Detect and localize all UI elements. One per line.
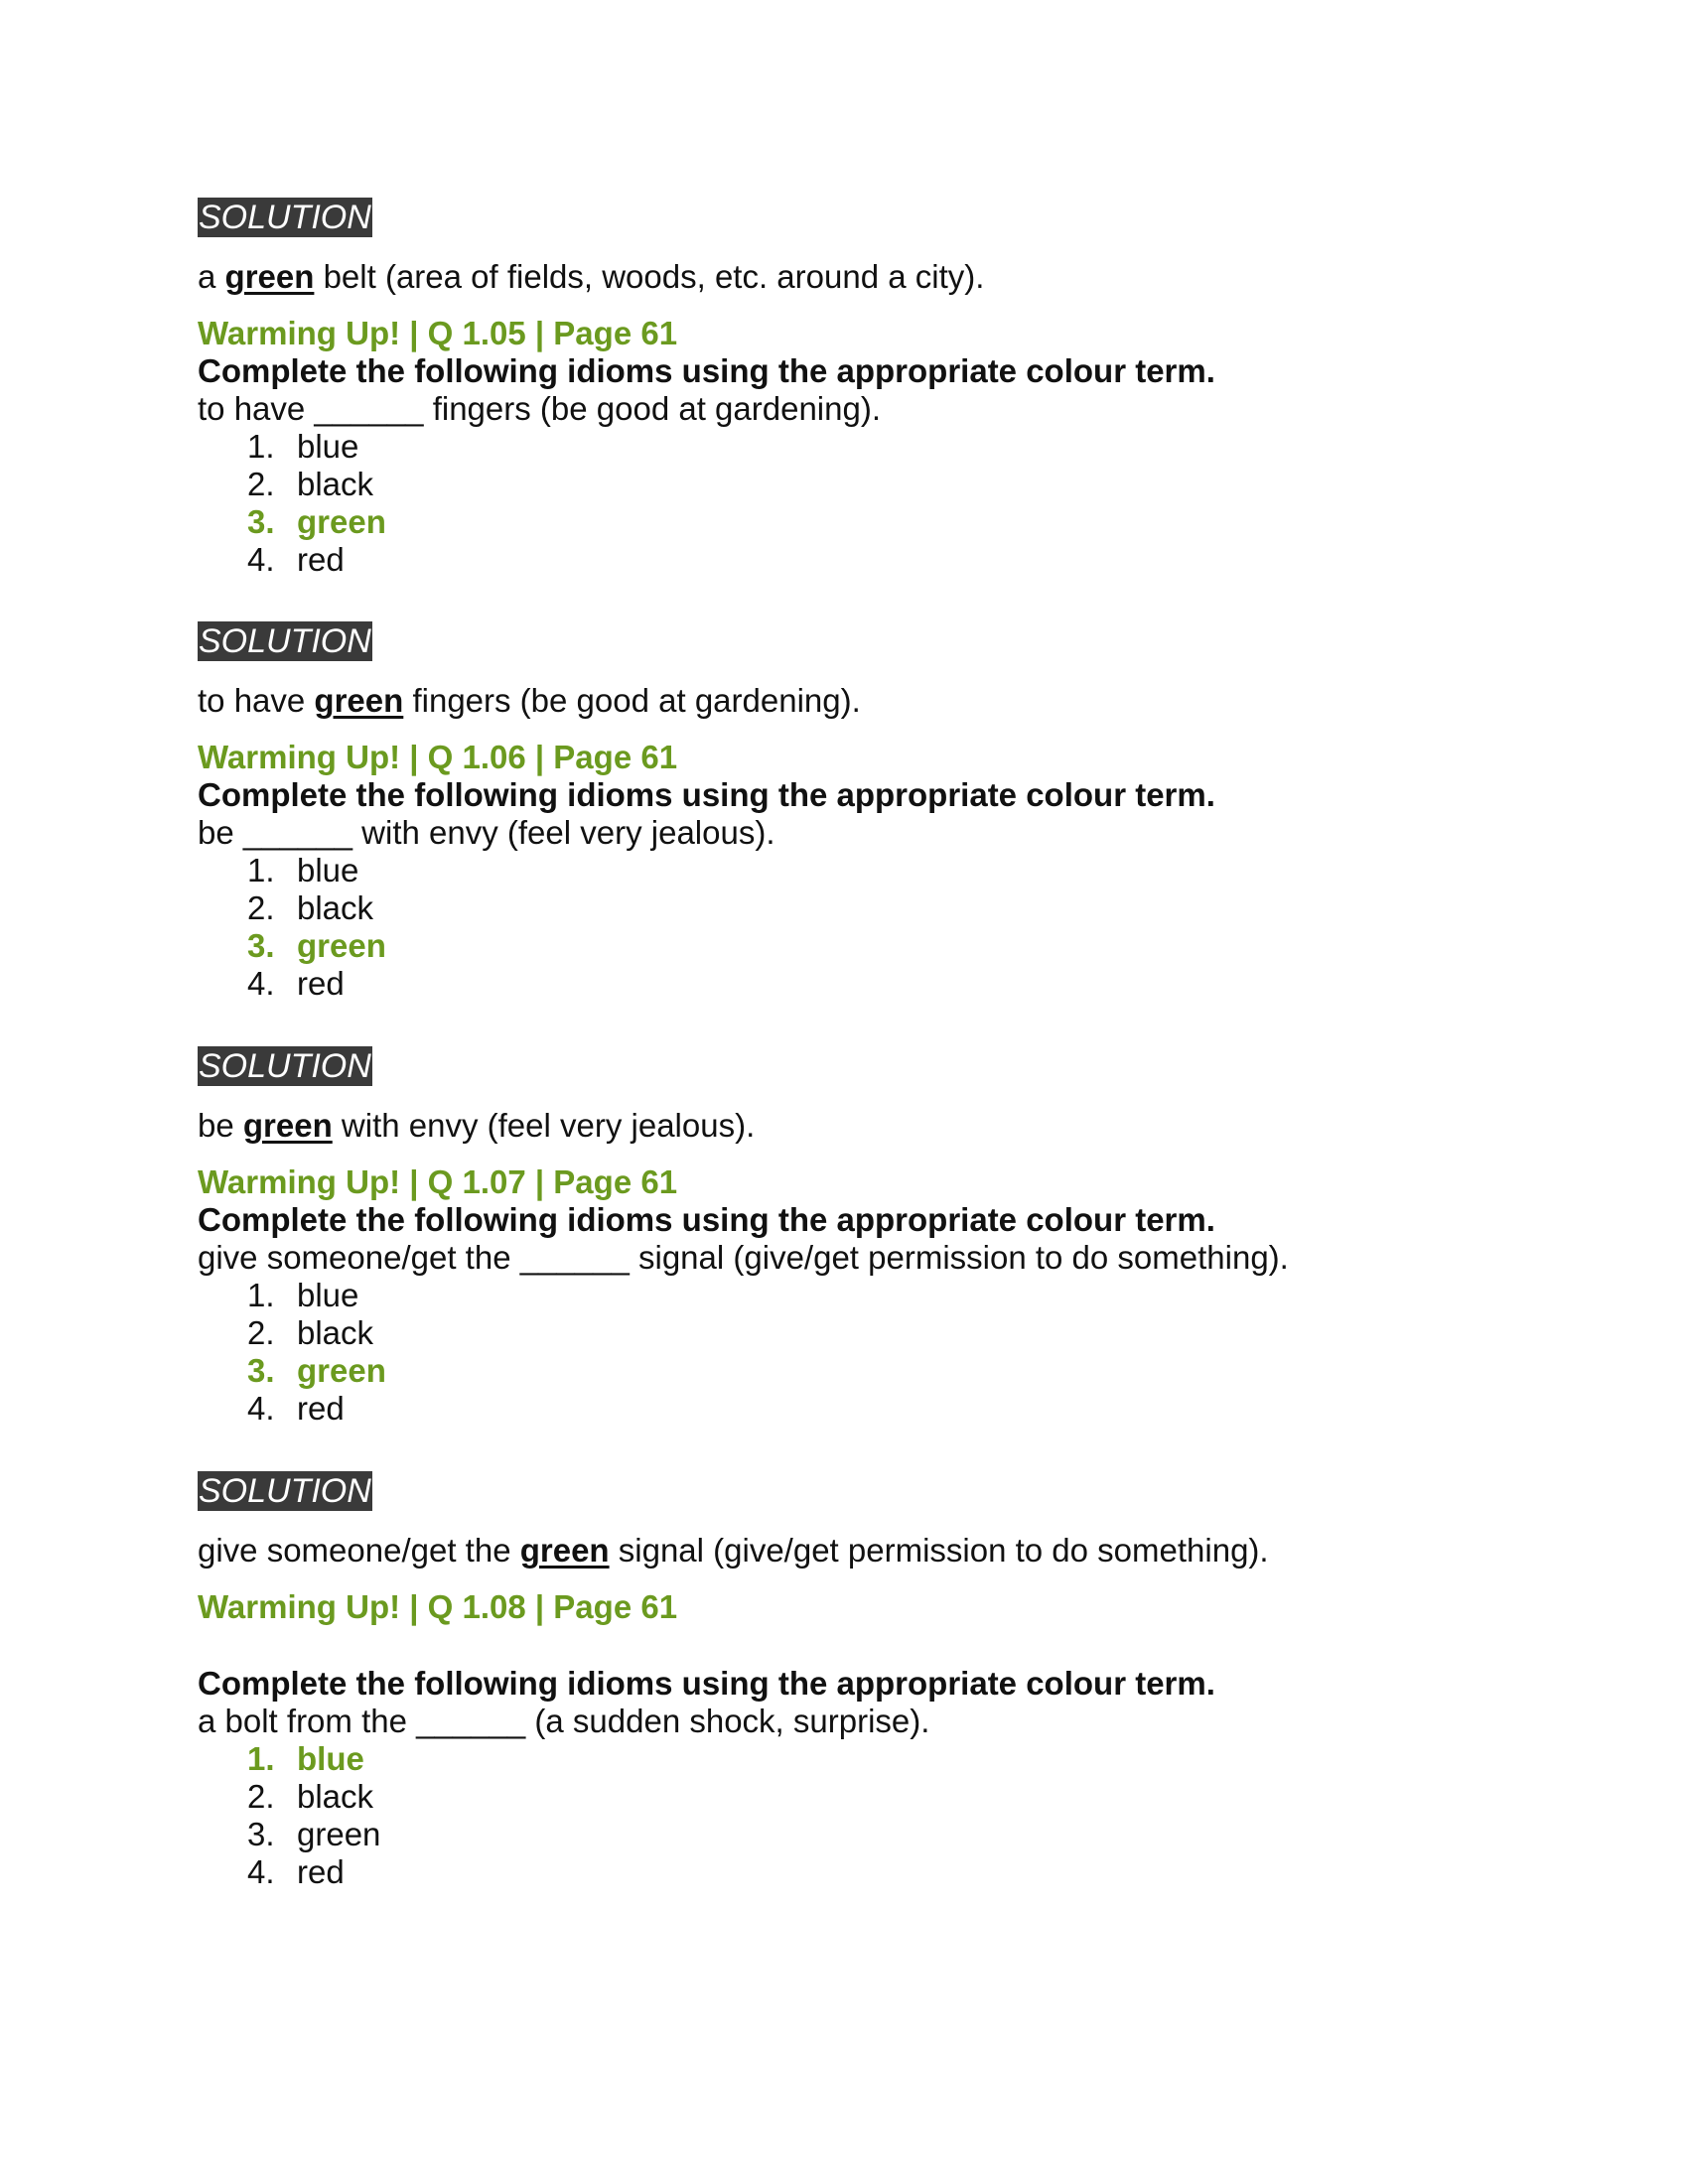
option-item: 1. blue [247, 852, 359, 888]
solution-text: give someone/get the green signal (give/get permission to do something). [198, 1532, 1269, 1569]
solution-answer: green [242, 1107, 333, 1144]
option-item: 2. black [247, 466, 374, 502]
question-heading: Warming Up! | Q 1.07 | Page 61 [198, 1163, 678, 1200]
solution-section [198, 198, 1508, 237]
question-instruction: Complete the following idioms using the appropriate colour term. [198, 776, 1215, 813]
question-heading: Warming Up! | Q 1.08 | Page 61 [198, 1588, 678, 1625]
option-item: 4. red [247, 1853, 345, 1890]
option-item: 2. black [247, 1314, 374, 1351]
solution-badge: SOLUTION [199, 1472, 371, 1510]
options-list [198, 1277, 1508, 1428]
option-item-correct: 3. green [247, 927, 386, 964]
question-stem: to have ______ fingers (be good at gardening). [198, 390, 882, 427]
question-instruction: Complete the following idioms using the appropriate colour term. [198, 352, 1215, 389]
question-stem: a bolt from the ______ (a sudden shock, surprise). [198, 1703, 930, 1739]
option-item: 2. black [247, 889, 374, 926]
solution-section [198, 621, 1508, 661]
option-item: 1. blue [247, 1277, 359, 1313]
option-item-correct: 3. green [247, 1352, 386, 1389]
qa-block [198, 1471, 1508, 1891]
option-item: 4. red [247, 965, 345, 1002]
options-list [198, 428, 1508, 579]
solution-section [198, 1046, 1508, 1086]
solution-text: a green belt (area of fields, woods, etc. around a city). [198, 258, 985, 295]
option-item-correct: 3. green [247, 503, 386, 540]
qa-block [198, 621, 1508, 1003]
options-list [198, 852, 1508, 1003]
solution-text: to have green fingers (be good at gardening). [198, 682, 861, 719]
question-stem: be ______ with envy (feel very jealous). [198, 814, 775, 851]
question-instruction: Complete the following idioms using the appropriate colour term. [198, 1201, 1215, 1238]
options-list [198, 1740, 1508, 1891]
solution-text: be green with envy (feel very jealous). [198, 1107, 756, 1144]
question-stem: give someone/get the ______ signal (give/get permission to do something). [198, 1239, 1289, 1276]
option-item: 3. green [247, 1816, 381, 1852]
solution-badge: SOLUTION [199, 1047, 371, 1085]
solution-badge: SOLUTION [199, 622, 371, 660]
qa-block [198, 198, 1508, 579]
solution-answer: green [314, 682, 404, 719]
question-heading: Warming Up! | Q 1.06 | Page 61 [198, 739, 678, 775]
qa-block [198, 1046, 1508, 1428]
option-item: 1. blue [247, 428, 359, 465]
question-instruction: Complete the following idioms using the appropriate colour term. [198, 1665, 1215, 1702]
option-item: 2. black [247, 1778, 374, 1815]
solution-answer: green [519, 1532, 610, 1569]
option-item: 4. red [247, 541, 345, 578]
solution-answer: green [224, 258, 315, 295]
option-item-correct: 1. blue [247, 1740, 364, 1777]
question-heading: Warming Up! | Q 1.05 | Page 61 [198, 315, 678, 351]
solution-section [198, 1471, 1508, 1511]
solution-badge: SOLUTION [199, 199, 371, 236]
option-item: 4. red [247, 1390, 345, 1427]
